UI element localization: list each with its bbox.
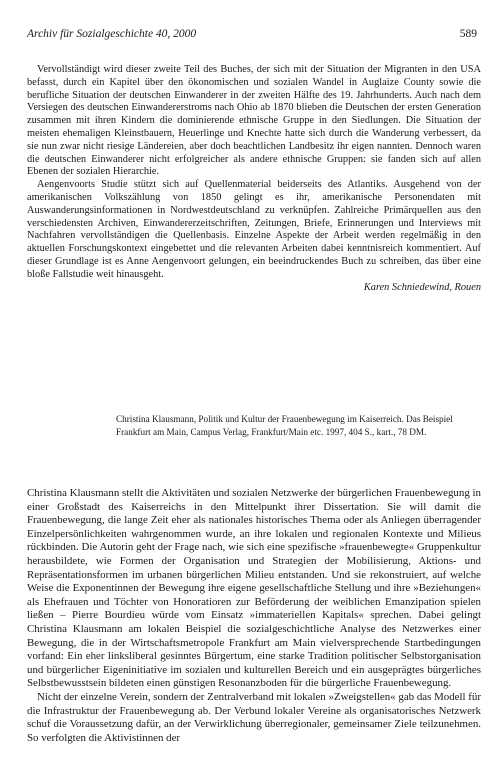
reviewer-signature: Karen Schniedewind, Rouen [363, 281, 481, 293]
review-1-paragraph: Vervollständigt wird dieser zweite Teil des Buches, der sich mit der Situation der Migranten in den USA befasst, durch ein Kapitel über den ökonomischen und sozialen Wandel in Auglaize County sowie die berufliche Situation der deutschen Einwanderer in der zweiten Hälfte des 19. Jahrhunderts. Auch nach dem Versiegen des deutschen Einwandererstroms nach Ohio ab 1870 blieben die Deutschen der ersten Generation zusammen mit ihren Kindern die dominierende ethnische Gruppe in den Siedlungen. Die Situation der meisten ehemaligen Kleinstbauern, Heuerlinge und Knechte hatte sich durch die Wanderung verbessert, da sie nun zwar nicht riesige Ländereien, aber doch beachtlichen Landbesitz ihr eigen nannten. Dennoch waren die deutschen Einwanderer nicht erfolgreicher als andere ethnische Gruppen: sie fanden sich auf allen Ebenen der sozialen Hierarchie. [27, 64, 481, 178]
running-header [27, 28, 477, 40]
review-2-paragraph: Nicht der einzelne Verein, sondern der Zentralverband mit lokalen »Zweigstellen« gab das Modell für die Infrastruktur der Frauenbewegung ab. Der Verbund lokaler Vereine als organisatorisches Netzwerk schuf die Voraussetzung dafür, an der Verwirklichung überregionaler, gemeinsamer Ziele teilzunehmen. So verfolgten die Aktivistinnen der [27, 690, 481, 744]
page-number: 589 [459, 28, 477, 40]
review-1-paragraph: Aengenvoorts Studie stützt sich auf Quellenmaterial beiderseits des Atlantiks. Ausgehend von der amerikanischen Volkszählung von 1850 gelingt es ihr, amerikanische Personendaten mit Auswanderungsinformationen in Nordwestdeutschland zu verknüpfen. Zahlreiche Primärquellen aus den verschiedensten Archiven, Einwandererzeitschriften, Zeitungen, Briefe, Erinnerungen und Interviews mit Nachfahren vervollständigen die Quellenbasis. Einzelne Aspekte der Arbeit werden regelmäßig in den aktuellen Forschungskontext eingebettet und die relevanten Arbeiten dabei kenntnisreich kommentiert. Auf dieser Grundlage ist es Anne Aengenvoort gelungen, ein beeindruckendes Buch zu schreiben, das über eine bloße Fallstudie weit hinausgeht. [27, 179, 481, 280]
review-2-bibliographic-entry: Christina Klausmann, Politik und Kultur der Frauenbewegung im Kaiserreich. Das Beispiel Frankfurt am Main, Campus Verlag, Frankfurt/Main etc. 1997, 404 S., kart., 78 DM. [116, 414, 453, 438]
review-1-body [27, 64, 481, 294]
review-2-body [27, 487, 481, 745]
journal-title: Archiv für Sozialgeschichte 40, 2000 [27, 28, 197, 40]
review-2-paragraph: Christina Klausmann stellt die Aktivitäten und sozialen Netzwerke der bürgerlichen Frauenbewegung in einer Großstadt des Kaiserreichs in den Mittelpunkt ihrer Dissertation. Sie will damit die Frauenbewegung, die lange Zeit eher als nationales historisches Thema oder als Anliegen überragender Einzelpersönlichkeiten wahrgenommen wurde, an ihre lokalen und regionalen Kontexte und Milieus rückbinden. Die Autorin geht der Frage nach, wie sich eine spezifische »frauenbewegte« Gruppenkultur herausbildete, wie Formen der Organisation und Strategien der Mobilisierung, Aktions- und Repräsentationsformen im urbanen bürgerlichen Milieu entstanden. Und sie rekonstruiert, auf welche Weise die Exponentinnen der Bewegung ihre eigene gesellschaftliche Stellung und ihre »Beziehungen« als Ehefrauen und Töchter von Honoratioren zur Beförderung der weiblichen Emanzipation spielen ließen – Pierre Bourdieu würde vom Einsatz »immateriellen Kapitals« sprechen. Dabei gelingt Christina Klausmann am lokalen Beispiel die sozialgeschichtliche Analyse des Netzwerkes einer Bewegung, die in der Wirtschaftsmetropole Frankfurt am Main vielversprechende Startbedingungen vorfand: Ein eher linksliberal gesinntes Bürgertum, eine starke Tradition politischer Selbstorganisation und bürgerlicher Eigeninitiative im sozialen und kulturellen Bereich und ein ausgeprägtes bürgerliches Selbstbewusstsein bildeten einen günstigen Resonanzboden für die bürgerliche Frauenbewegung. [27, 487, 481, 690]
